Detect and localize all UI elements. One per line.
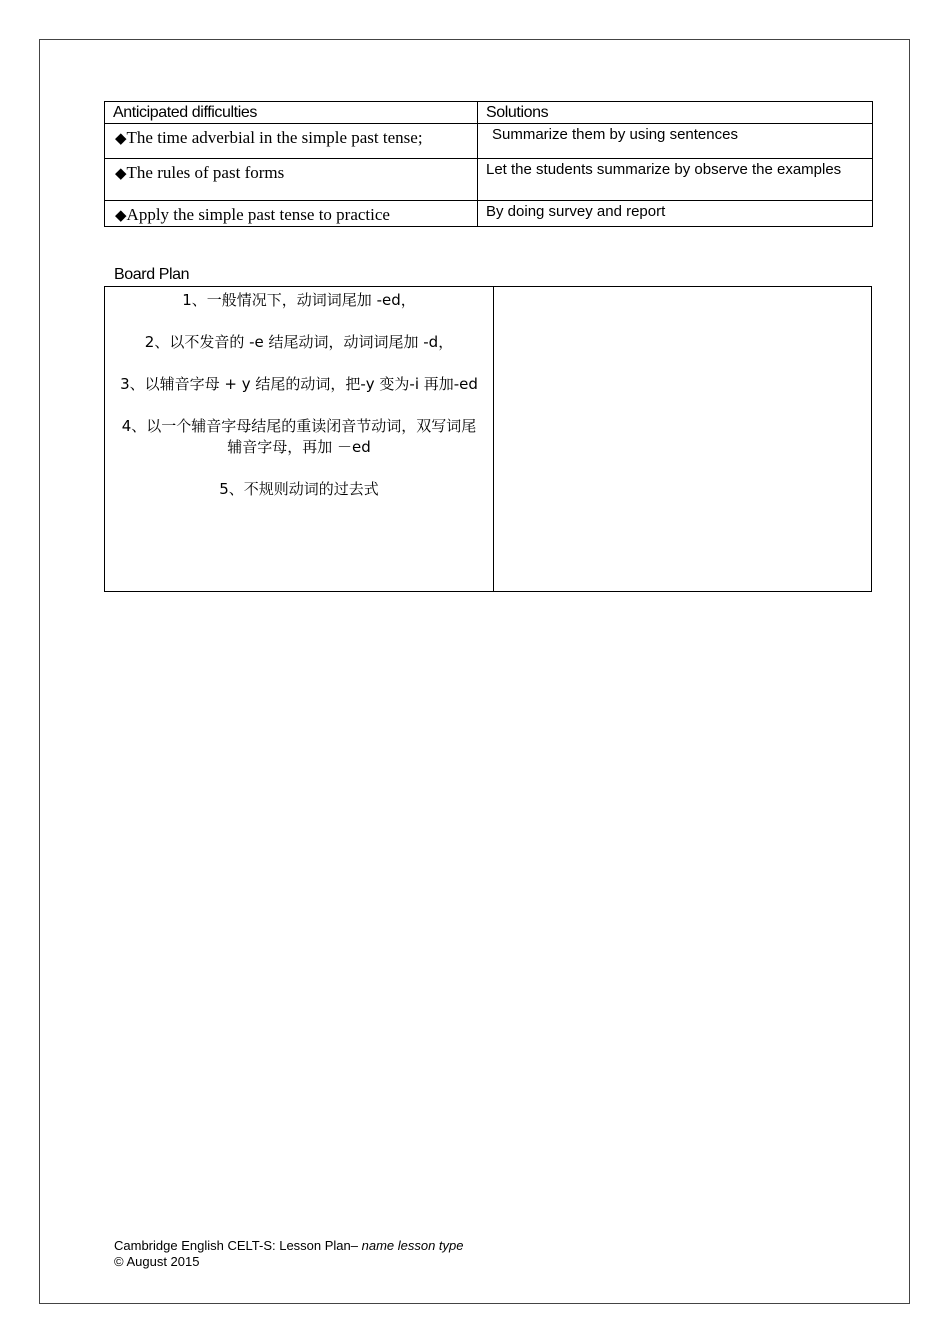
diamond-bullet-icon: ◆: [115, 206, 127, 224]
difficulties-header: Anticipated difficulties: [105, 102, 478, 124]
solutions-header: Solutions: [478, 102, 873, 124]
table-header-row: [105, 102, 873, 124]
difficulty-text: The rules of past forms: [126, 163, 285, 182]
board-plan-title: Board Plan: [114, 266, 190, 283]
board-plan-right-cell: [494, 287, 872, 592]
board-plan-table: [104, 286, 872, 592]
solution-cell: [478, 201, 873, 227]
difficulty-cell: [105, 159, 478, 201]
table-row: [105, 201, 873, 227]
difficulties-table: [104, 101, 873, 227]
solution-text: By doing survey and report: [486, 203, 666, 220]
footer-title: Cambridge English CELT-S: Lesson Plan–: [114, 1238, 362, 1253]
difficulty-text: Apply the simple past tense to practice: [126, 205, 390, 224]
footer-lesson-type: name lesson type: [361, 1238, 464, 1253]
solution-text: Let the students summarize by observe the examples: [486, 161, 842, 178]
difficulty-cell: [105, 124, 478, 159]
footer-line-1: [114, 1238, 464, 1254]
table-row: [105, 159, 873, 201]
diamond-bullet-icon: ◆: [115, 129, 127, 147]
page-border: [39, 39, 910, 1304]
board-plan-item: 5、不规则动词的过去式: [219, 480, 379, 498]
board-plan-item: 2、以不发音的 -e 结尾动词，动词词尾加 -d，: [144, 333, 454, 351]
difficulty-cell: [105, 201, 478, 227]
board-plan-item: 1、一般情况下，动词词尾加 -ed，: [182, 291, 416, 309]
board-plan-left-cell: [105, 287, 494, 592]
board-plan-item: 3、以辅音字母 + y 结尾的动词，把-y 变为-i 再加-ed: [120, 375, 478, 393]
solution-text: Summarize them by using sentences: [492, 126, 738, 143]
difficulty-text: The time adverbial in the simple past tense;: [126, 128, 423, 147]
solution-cell: [478, 159, 873, 201]
footer-copyright: © August 2015: [114, 1254, 200, 1269]
footer: [114, 1238, 464, 1270]
solution-cell: [478, 124, 873, 159]
diamond-bullet-icon: ◆: [115, 164, 127, 182]
board-plan-item: 4、以一个辅音字母结尾的重读闭音节动词，双写词尾辅音字母，再加 －ed: [121, 417, 477, 456]
table-row: [105, 124, 873, 159]
board-plan-row: [105, 287, 872, 592]
